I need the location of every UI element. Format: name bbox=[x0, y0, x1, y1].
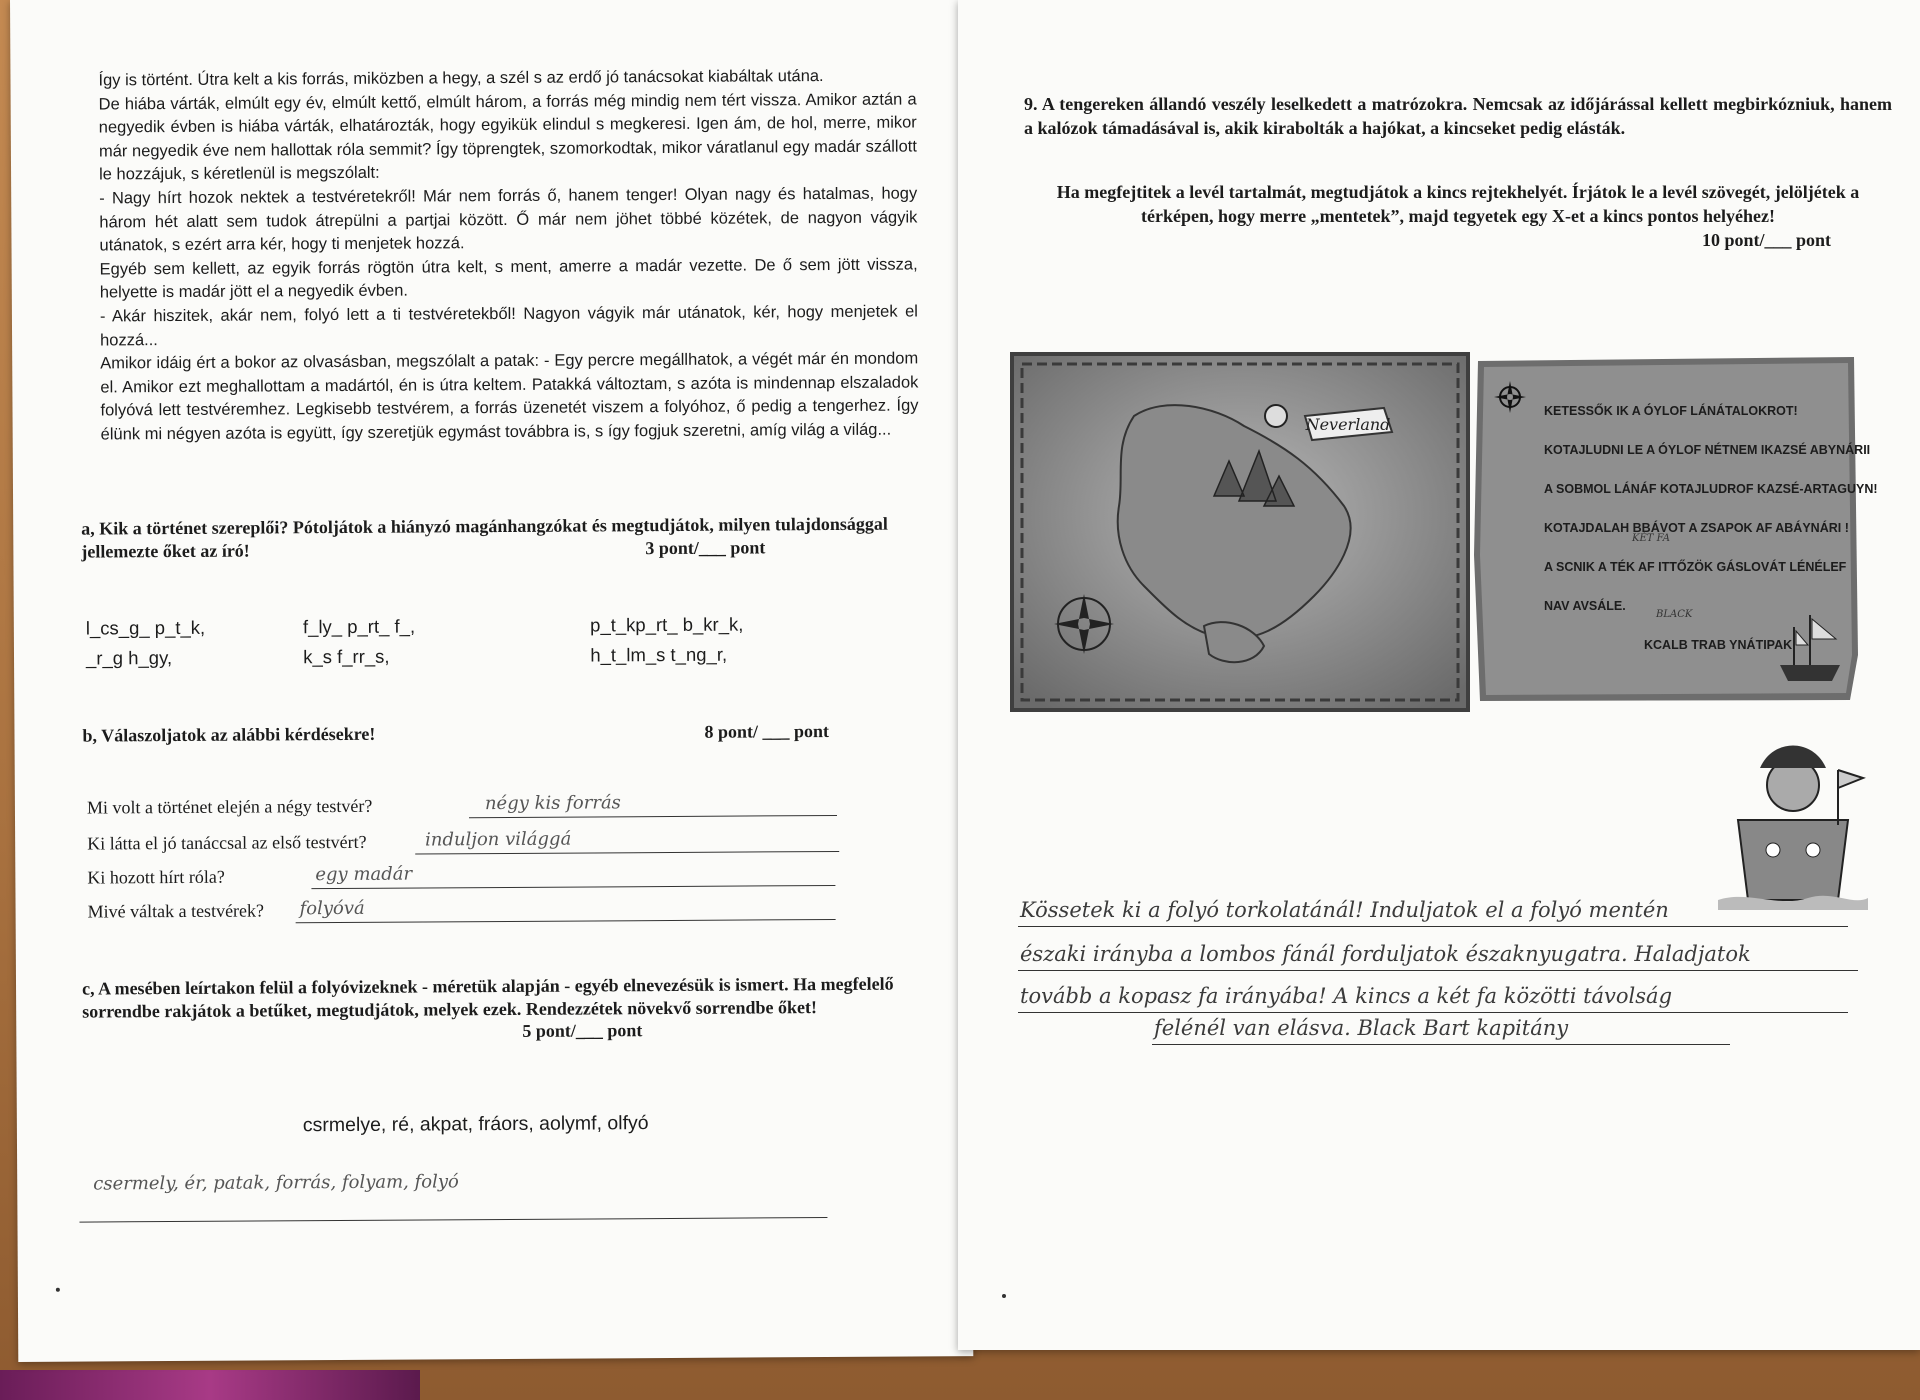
handwritten-answer[interactable]: folyóvá bbox=[299, 897, 365, 920]
task-9-instruction: Ha megfejtitek a levél tartalmát, megtudjátok a kincs rejtekhelyét. Írjátok le a levél szövegét, jelöljétek a térképen, hogy merre „mentetek”, majd tegyetek egy X-et a kincs pontos helyéhez! bbox=[1056, 182, 1860, 226]
question: Mivé váltak a testvérek? bbox=[87, 900, 265, 922]
task-b-points: 8 pont/ ___ pont bbox=[704, 721, 830, 742]
letter-line: NAV AVSÁLE. bbox=[1544, 599, 1626, 613]
paper-dot bbox=[1002, 1294, 1006, 1298]
task-b-title: b, Válaszoljatok az alábbi kérdésekre! bbox=[82, 723, 376, 746]
handwritten-answer-line[interactable]: északi irányba a lombos fánál forduljatok északnyugatra. Haladjatok bbox=[1020, 942, 1751, 966]
handwritten-answer[interactable]: négy kis forrás bbox=[484, 792, 621, 815]
letter-line: KOTAJDALAH BBÁVOT A ZSAPOK AF ABÁYNÁRI ! bbox=[1544, 521, 1849, 535]
letter-line: A SCNIK A TÉK AF ITTŐZÖK GÁSLOVÁT LÉNÉLEF bbox=[1544, 560, 1847, 574]
word-blank[interactable]: h_t_lm_s t_ng_r, bbox=[590, 643, 728, 666]
answer-line bbox=[1018, 1012, 1848, 1013]
answer-line bbox=[1018, 970, 1858, 971]
handwritten-answer-line[interactable]: Kössetek ki a folyó torkolatánál! Induljatok el a folyó mentén bbox=[1020, 898, 1669, 922]
answer-line bbox=[296, 897, 836, 923]
handwritten-note: BLACK bbox=[1656, 609, 1693, 620]
letter-line: KETESSŐK IK A ÓYLOF LÁNÁTALOKROT! bbox=[1544, 404, 1798, 418]
cipher-letter[interactable] bbox=[1470, 355, 1878, 705]
task-c-instruction: c, A mesében leírtakon felül a folyóvizeknek - méretük alapján - egyéb elnevezésük is ismert. Ha megfelelő sorrendbe rakjátok a betűket, megtudjátok, melyek ezek. Rendezzétek növekvő sorrendbe őket! bbox=[81, 973, 894, 1022]
jumbled-words: csrmelye, ré, akpat, fráors, aolymf, olfyó bbox=[302, 1112, 649, 1137]
handwritten-answer[interactable]: egy madár bbox=[315, 863, 413, 886]
story-paragraph: De hiába várták, elmúlt egy év, elmúlt kettő, elmúlt három, a forrás még mindig nem tért vissza. Amikor aztán a negyedik évben is hiába várták, elhatározták, hogy egyikük elindul s megkeresi. Igen ám, de hol, merre, mikor már negyedik éve nem hallottak róla semmit? Így töprengtek, szomorkodtak, mikor váratlanul egy madár szállott le hozzájuk, s kéretlenül is megszólalt: bbox=[98, 90, 917, 184]
question: Ki hozott hírt róla? bbox=[87, 866, 225, 888]
map-title: Neverland bbox=[1305, 415, 1391, 434]
word-blank[interactable]: p_t_kp_rt_ b_kr_k, bbox=[590, 613, 744, 636]
answer-line bbox=[79, 1193, 827, 1223]
worksheet-right bbox=[958, 0, 1920, 1350]
word-blank[interactable]: k_s f_rr_s, bbox=[303, 645, 390, 668]
letter-line: KOTAJLUDNI LE A ÓYLOF NÉTNEM IKAZSÉ ABYNÁRII bbox=[1544, 443, 1871, 457]
task-9-intro: 9. A tengereken állandó veszély leselkedett a matrózokra. Nemcsak az időjárással kellett megbirkózniuk, hanem a kalózok támadásával is, akik kirabolták a hajókat, a kincseket pedig elásták. bbox=[1024, 94, 1892, 138]
paper-dot bbox=[56, 1288, 60, 1292]
treasure-map[interactable] bbox=[1010, 352, 1470, 712]
task-a-instruction: a, Kik a történet szereplői? Pótoljátok a hiányzó magánhangzókat és megtudjátok, milyen tulajdonsággal jellemezte őket az író! bbox=[81, 513, 888, 562]
task-c-points: 5 pont/___ pont bbox=[522, 1020, 643, 1041]
question: Ki látta el jó tanáccsal az első testvért? bbox=[87, 831, 367, 854]
story-paragraph: Amikor idáig ért a bokor az olvasásban, megszólalt a patak: - Egy percre megállhatok, a végét már én mondom el. Amikor ezt meghallottam a madártól, én is útra keltem. Patakká változtam, s azóta is mindennap elszaladok folyóvá lett testvéremhez. Legkisebb testvérem, a forrás üzenetét viszem a folyóhoz, ő pedig a tengerhez. Így élünk mi négyen azóta is együtt, így szeretjük egymást továbbra is, s így fogjuk szeretni, amíg világ a világ... bbox=[100, 349, 919, 444]
letter-text bbox=[1544, 392, 1878, 665]
story-paragraph: Egyéb sem kellett, az egyik forrás rögtön útra kelt, s ment, amerre a madár vezette. De ő sem jött vissza, helyette is madár jött el a negyedik évben. bbox=[99, 255, 918, 302]
fabric-corner bbox=[0, 1370, 420, 1400]
story-paragraph: - Nagy hírt hozok nektek a testvéretekről! Már nem forrás ő, hanem tenger! Olyan nagy és hatalmas, hogy három hét alatt sem tudok átrepülni a partjai között. Ő már nem jöhet többé közétek, de nagyon vágyik utánatok, s ezért arra kér, hogy ti menjetek hozzá. bbox=[99, 184, 918, 255]
story-text bbox=[98, 64, 918, 446]
handwritten-answer[interactable]: csermely, ér, patak, forrás, folyam, folyó bbox=[93, 1171, 459, 1195]
task-a-points: 3 pont/___ pont bbox=[645, 537, 766, 559]
word-blank[interactable]: f_ly_ p_rt_ f_, bbox=[302, 615, 416, 638]
story-paragraph: - Akár hiszitek, akár nem, folyó lett a ti testvéretekből! Nagyon vágyik már utánatok, kér, hogy menjetek el hozzá... bbox=[99, 302, 918, 349]
question: Mi volt a történet elején a négy testvér? bbox=[86, 795, 373, 818]
letter-line: A SOBMOL LÁNÁF KOTAJLUDROF KAZSÉ-ARTAGUYN! bbox=[1544, 482, 1878, 496]
answer-line bbox=[1018, 926, 1848, 927]
handwritten-note: KÉT FA bbox=[1632, 533, 1670, 544]
task-a-words bbox=[86, 609, 766, 673]
story-paragraph: Így is történt. Útra kelt a kis forrás, miközben a hegy, a szél s az erdő jó tanácsokat kiabáltak utána. bbox=[98, 67, 824, 90]
handwritten-answer-line[interactable]: tovább a kopasz fa irányába! A kincs a két fa közötti távolság bbox=[1020, 984, 1673, 1008]
handwritten-answer-line[interactable]: felénél van elásva. Black Bart kapitány bbox=[1154, 1016, 1569, 1040]
map-illustration bbox=[1014, 356, 1466, 708]
letter-line: KCALB TRAB YNÁTIPAK bbox=[1644, 638, 1793, 652]
pirate-ship-cartoon-icon bbox=[1718, 730, 1868, 910]
task-9-points: 10 pont/___ pont bbox=[1702, 230, 1832, 250]
handwritten-answer[interactable]: induljon világgá bbox=[425, 828, 572, 851]
worksheet-left bbox=[10, 0, 973, 1362]
word-blank[interactable]: l_cs_g_ p_t_k, bbox=[85, 616, 206, 639]
answer-line bbox=[1152, 1044, 1730, 1045]
word-blank[interactable]: _r_g h_gy, bbox=[85, 647, 173, 669]
